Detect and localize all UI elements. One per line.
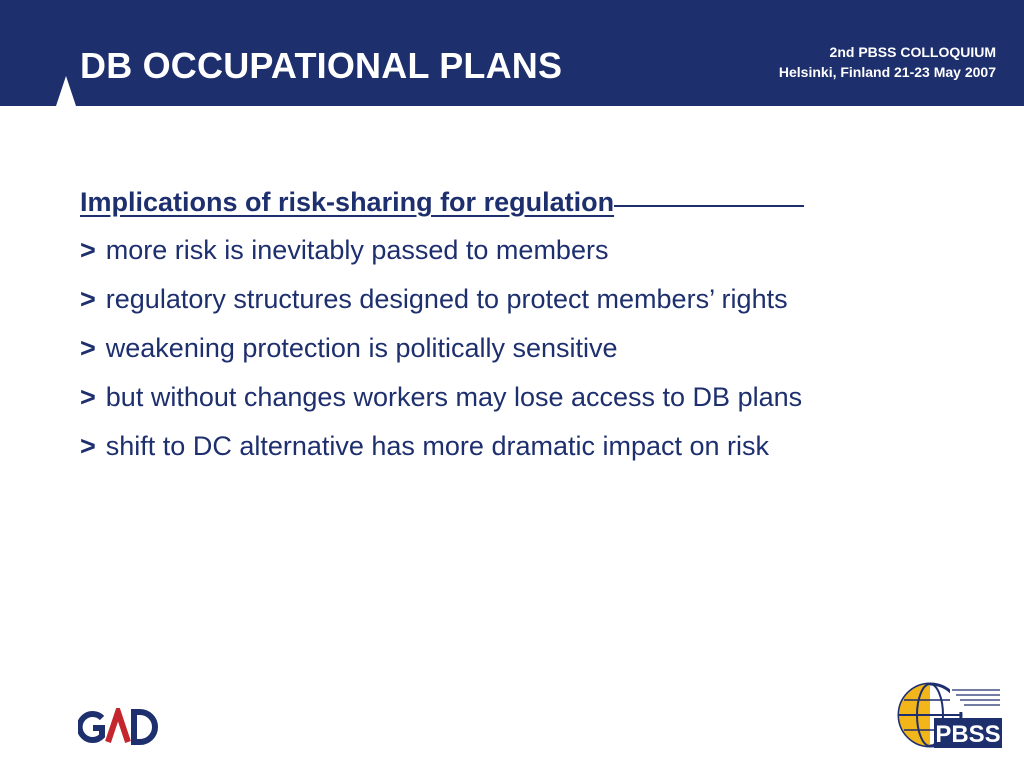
conference-name: 2nd PBSS COLLOQUIUM	[829, 44, 996, 60]
slide-content	[80, 182, 1010, 471]
bullet-item	[80, 275, 1010, 324]
header-notch	[56, 76, 76, 106]
gad-logo	[78, 708, 158, 746]
conference-info	[779, 42, 996, 82]
bullet-item	[80, 373, 1010, 422]
bullet-marker: >	[80, 333, 96, 363]
bullet-marker: >	[80, 431, 96, 461]
bullet-text: shift to DC alternative has more dramatic impact on risk	[105, 431, 770, 461]
section-heading: Implications of risk-sharing for regulation	[80, 187, 615, 217]
section-heading-row	[80, 182, 1010, 222]
header-bar	[0, 0, 1024, 106]
bullet-item	[80, 226, 1010, 275]
bullet-item	[80, 422, 1010, 471]
pbss-logo-text: PBSS	[935, 721, 1001, 748]
bullet-text: more risk is inevitably passed to members	[105, 235, 609, 265]
bullet-marker: >	[80, 235, 96, 265]
bullet-text: weakening protection is politically sensitive	[105, 333, 618, 363]
bullet-text: but without changes workers may lose access to DB plans	[105, 382, 803, 412]
pbss-logo	[896, 678, 1006, 752]
slide-title: DB OCCUPATIONAL PLANS	[80, 45, 563, 86]
bullet-item	[80, 324, 1010, 373]
heading-underline-extension	[614, 205, 804, 207]
bullet-marker: >	[80, 382, 96, 412]
bullet-marker: >	[80, 284, 96, 314]
bullet-text: regulatory structures designed to protect members’ rights	[105, 284, 788, 314]
conference-location-date: Helsinki, Finland 21-23 May 2007	[778, 64, 996, 80]
bullet-list	[80, 226, 1010, 471]
